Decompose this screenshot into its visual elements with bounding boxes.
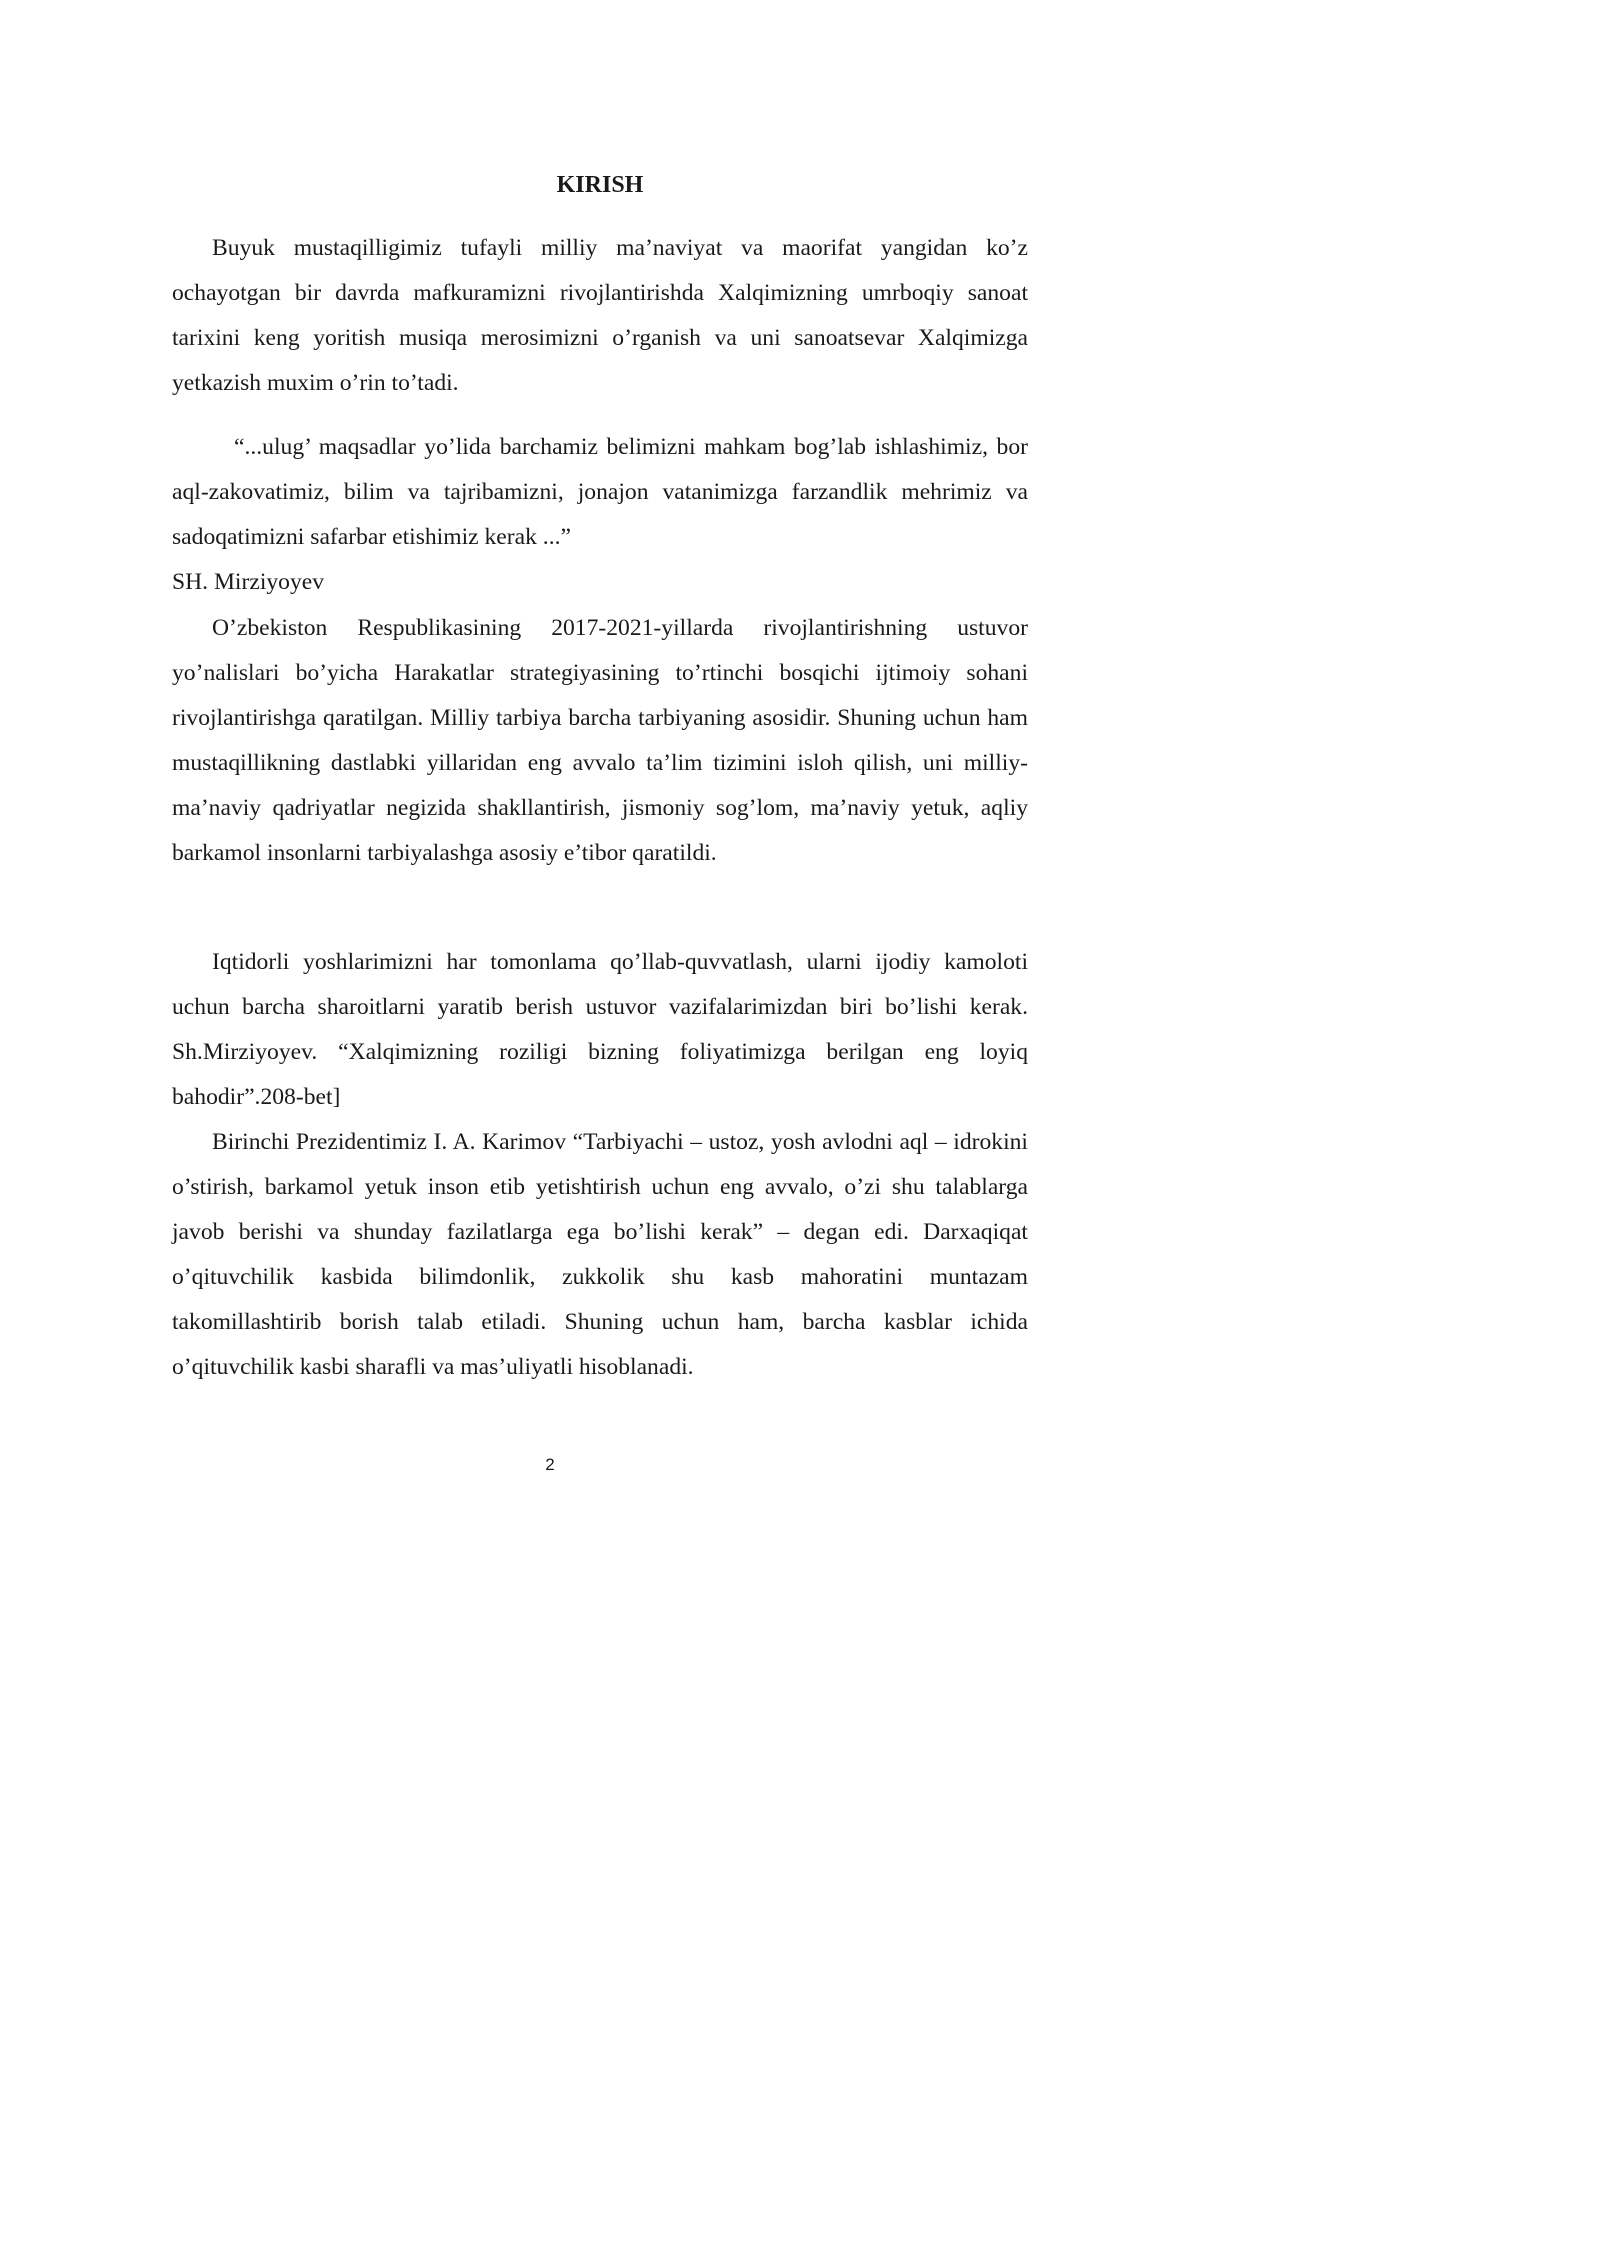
page-number: 2: [545, 1455, 555, 1474]
paragraph-intro: Buyuk mustaqilligimiz tufayli milliy ma’naviyat va maorifat yangidan ko’z ochayotgan bir davrda mafkuramizni rivojlantirishda Xalqimizning umrboqiy sanoat tarixini keng yoritish musiqa merosimizni o’rganish va uni sanoatsevar Xalqimizga yetkazish muxim o’rin to’tadi.: [172, 235, 1028, 396]
quote-text: “...ulug’ maqsadlar yo’lida barchamiz belimizni mahkam bog’lab ishlashimiz, bor aql-zakovatimiz, bilim va tajribamizni, jonajon vatanimizga farzandlik mehrimiz va sadoqatimizni safarbar etishimiz kerak ...”: [172, 434, 1028, 550]
paragraph-karimov: Birinchi Prezidentimiz I. A. Karimov “Tarbiyachi – ustoz, yosh avlodni aql – idrokini o’stirish, barkamol yetuk inson etib yetishtirish uchun eng avvalo, o’zi shu talablarga javob berishi va shunday fazilatlarga ega bo’lishi kerak” – degan edi. Darxaqiqat o’qituvchilik kasbida bilimdonlik, zukkolik shu kasb mahoratini muntazam takomillashtirib borish talab etiladi. Shuning uchun ham, barcha kasblar ichida o’qituvchilik kasbi sharafli va mas’uliyatli hisoblanadi.: [172, 1129, 1028, 1380]
paragraph-strategy: O’zbekiston Respublikasining 2017-2021-yillarda rivojlantirishning ustuvor yo’nalislari bo’yicha Harakatlar strategiyasining to’rtinchi bosqichi ijtimoiy sohani rivojlantirishga qaratilgan. Milliy tarbiya barcha tarbiyaning asosidir. Shuning uchun ham mustaqillikning dastlabki yillaridan eng avvalo ta’lim tizimini isloh qilish, uni milliy-ma’naviy qadriyatlar negizida shakllantirish, jismoniy sog’lom, ma’naviy yetuk, aqliy barkamol insonlarni tarbiyalashga asosiy e’tibor qaratildi.: [172, 615, 1028, 866]
quote-block: [172, 425, 1028, 605]
document-page: [0, 0, 1100, 1556]
paragraph-intro-block: [172, 226, 1028, 406]
paragraph-strategy-block: [172, 606, 1028, 876]
paragraph-karimov-block: [172, 1120, 1028, 1390]
page-title: KIRISH: [556, 172, 644, 198]
paragraph-youth-block: [172, 940, 1028, 1120]
quote-author: SH. Mirziyoyev: [172, 569, 325, 595]
paragraph-youth: Iqtidorli yoshlarimizni har tomonlama qo’llab-quvvatlash, ularni ijodiy kamoloti uchun barcha sharoitlarni yaratib berish ustuvor vazifalarimizdan biri bo’lishi kerak. Sh.Mirziyoyev. “Xalqimizning roziligi bizning foliyatimizga berilgan eng loyiq bahodir”.208-bet]: [172, 949, 1028, 1110]
